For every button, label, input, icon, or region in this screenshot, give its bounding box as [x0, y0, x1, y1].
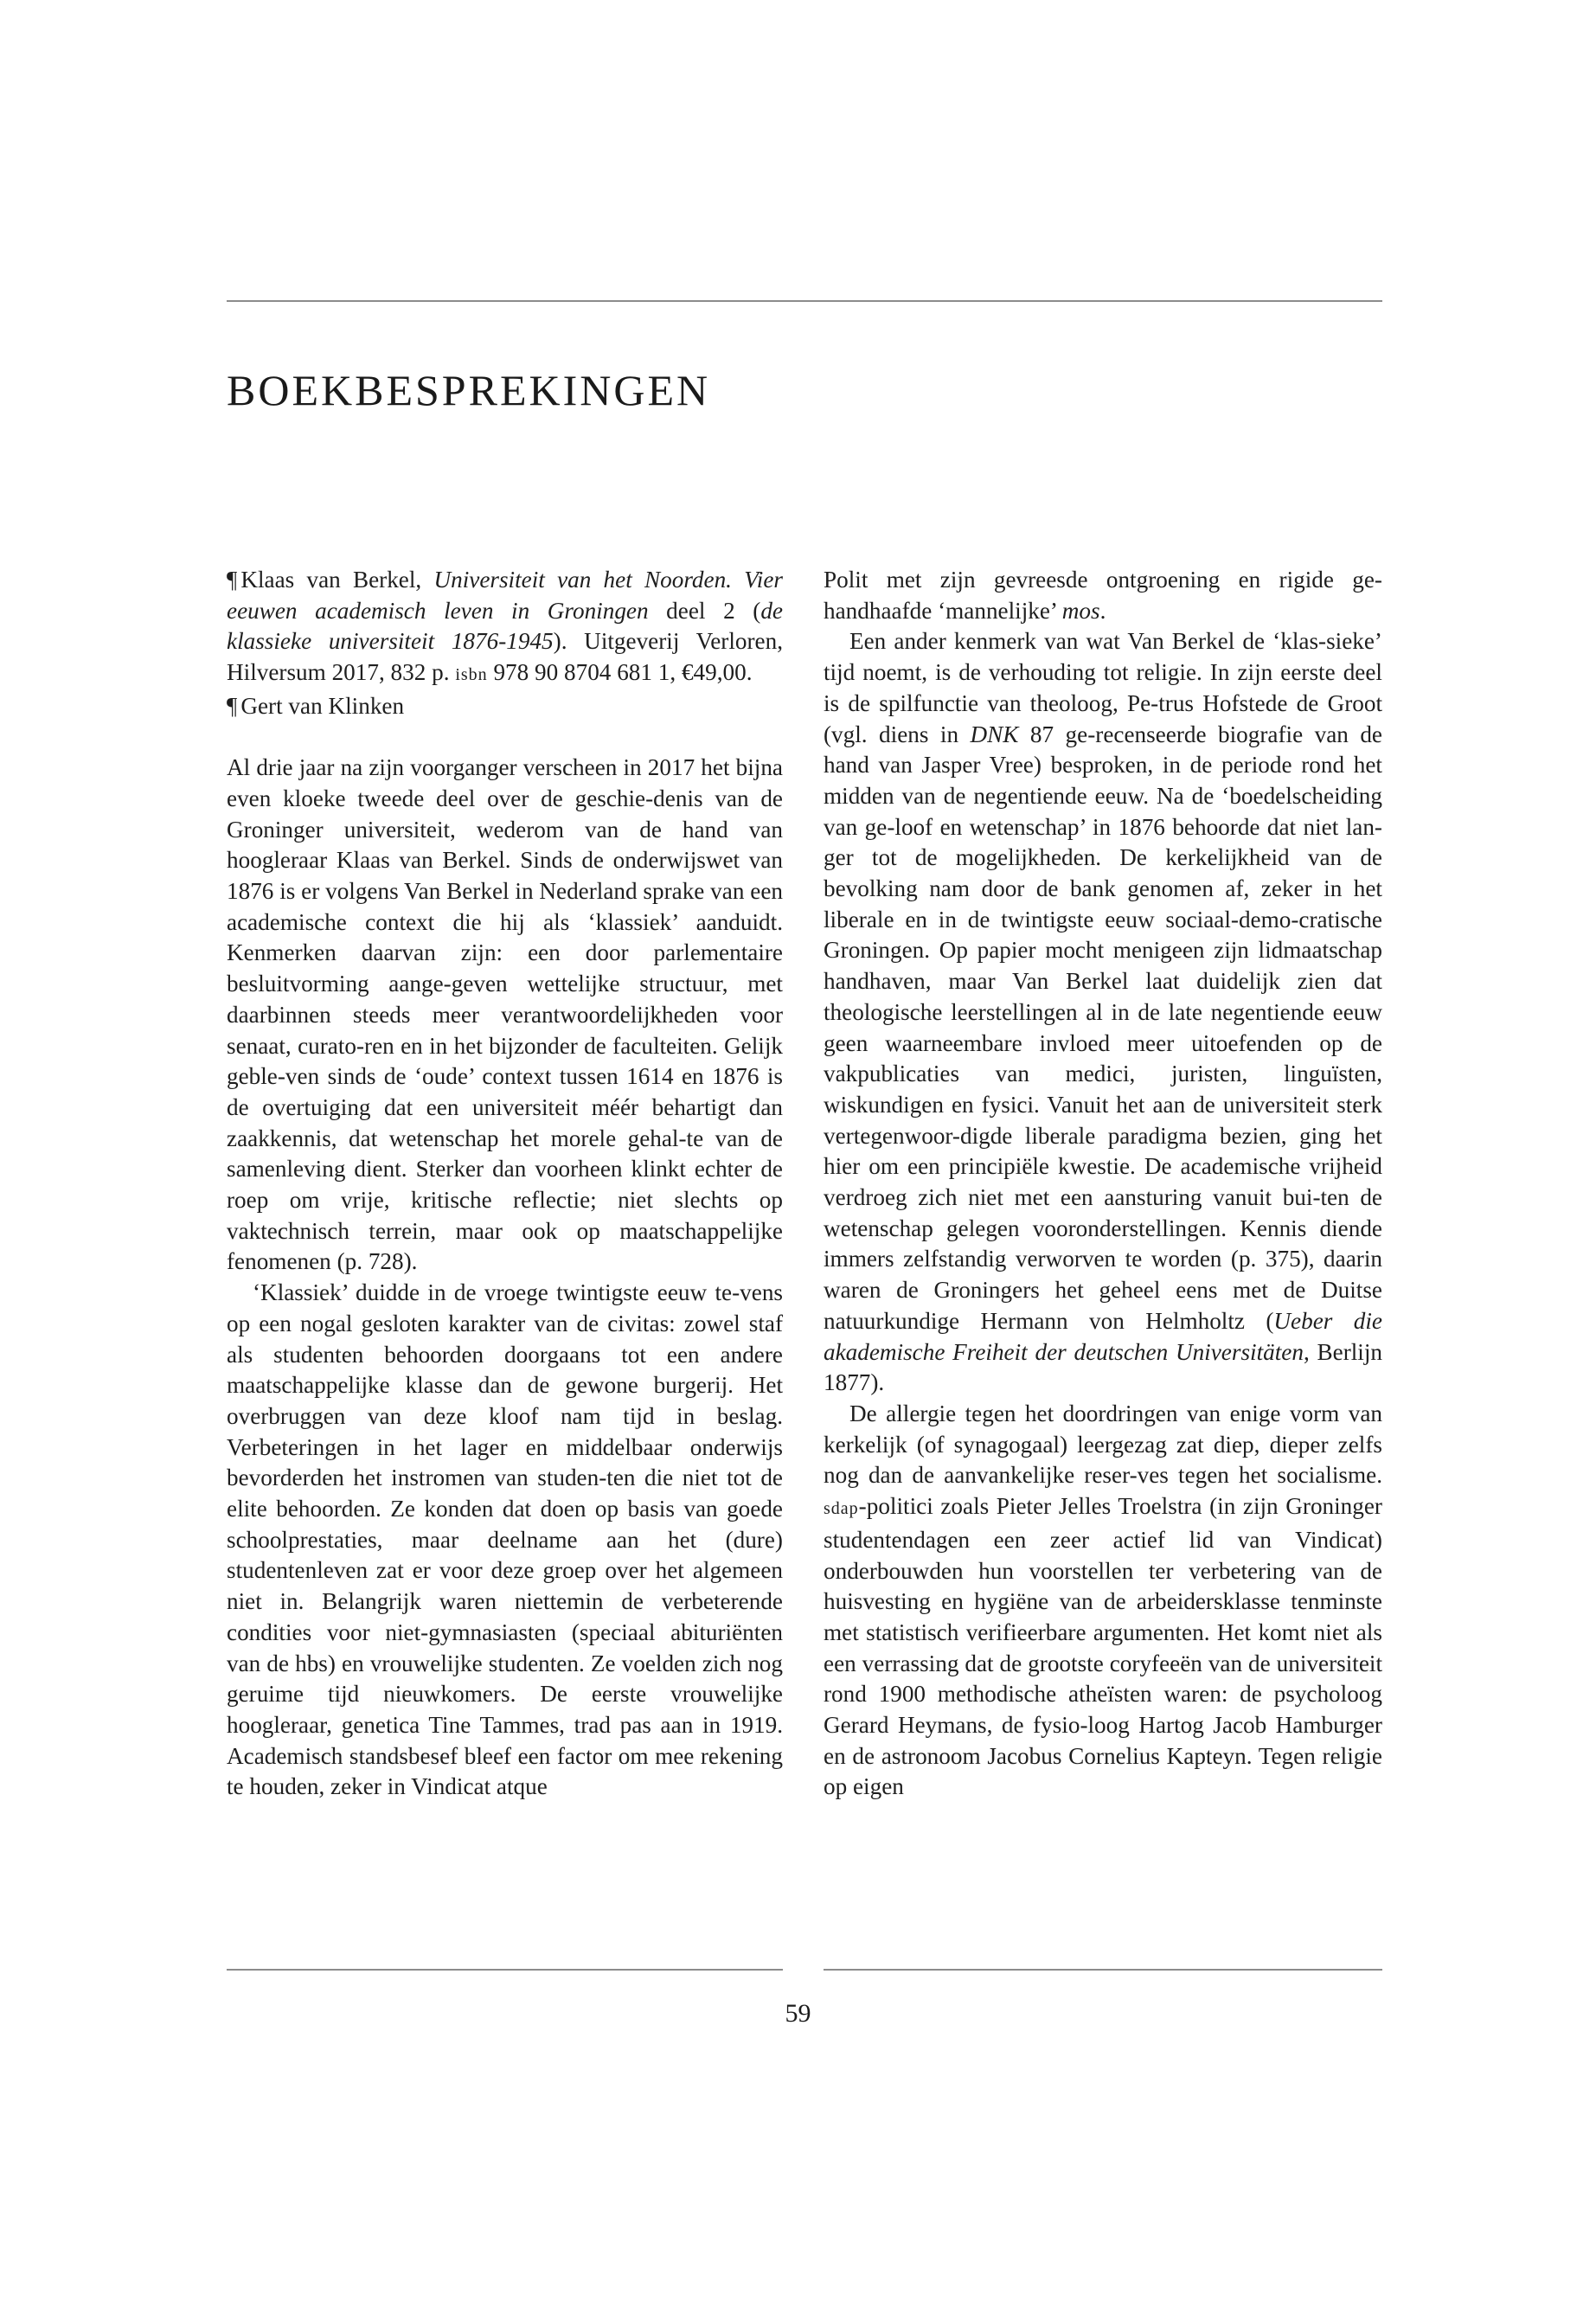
pilcrow-icon: ¶	[227, 567, 238, 593]
body-italic-dnk: DNK	[970, 721, 1019, 747]
body-text: .	[1099, 597, 1106, 624]
body-italic-helmholtz-title: Ueber die akademische Freiheit der deutschen Universitäten	[824, 1307, 1382, 1365]
body-smallcaps-sdap: sdap	[824, 1499, 859, 1519]
body-paragraph-2-end	[824, 565, 1382, 626]
review-isbn-value: 978 90 8704 681 1, €49,00.	[487, 659, 753, 686]
body-text: -politici zoals Pieter Jelles Troelstra (in zijn Groninger studentendagen een zeer actief lid van Vindicat) onderbouwden hun voorstellen ter verbetering van de huisvesting en hygiëne van de arbeidersklasse tenminste met statistisch verifieerbare argumenten. Het komt niet als een verrassing dat de grootste coryfeeën van de universiteit rond 1900 methodische atheïsten waren: de psycholoog Gerard Heymans, de fysio-loog Hartog Jacob Hamburger en de astronoom Jacobus Cornelius Kapteyn. Tegen religie op eigen	[824, 1493, 1382, 1800]
review-citation	[227, 565, 783, 691]
body-text: 87 ge-recenseerde biografie van de hand van Jasper Vree) besproken, in de periode rond het midden van de negentiende eeuw. Na de ‘boedelscheiding van ge-loof en wetenschap’ in 1876 behoorde dat niet lan-ger tot de mogelijkheden. De kerkelijkheid van de bevolking nam door de bank genomen af, zeker in het liberale en in de twintigste eeuw sociaal-demo-cratische Groningen. Op papier mocht menigeen zijn lidmaatschap handhaven, maar Van Berkel laat duidelijk zien dat theologische leerstellingen al in de late negentiende eeuw geen waarneembare invloed meer uitoefenden op de vakpublicaties van medici, juristen, linguïsten, wiskundigen en fysici. Vanuit het aan de universiteit sterk vertegenwoor-digde liberale paradigma bezien, ging het hier om een principiële kwestie. De academische vrijheid verdroeg zich niet met een aansturing vanuit bui-ten de wetenschap gelegen vooronderstellingen. Kennis diende immers zelfstandig verworven te worden (p. 375), daarin waren de Groningers het geheel eens met de Duitse natuurkundige Hermann von Helmholtz (	[824, 721, 1382, 1334]
body-paragraph-3	[824, 626, 1382, 1399]
review-publisher: ). Uitgeverij Verloren, Hilversum 2017, 832 p.	[227, 628, 783, 686]
review-author: Klaas van Berkel,	[240, 567, 434, 593]
page-number: 59	[785, 1999, 811, 2028]
footer-rule-right	[824, 1969, 1382, 1971]
body-paragraph-4	[824, 1399, 1382, 1803]
body-text: Polit met zijn gevreesde ontgroening en rigide ge-handhaafde ‘mannelijke’	[824, 567, 1382, 624]
review-reviewer-line	[227, 691, 783, 722]
review-part-label: deel 2 (	[648, 597, 761, 624]
footer-rule-left	[227, 1969, 783, 1971]
body-text: Een ander kenmerk van wat Van Berkel de ‘klas-sieke’ tijd noemt, is de verhouding tot religie. In zijn eerste deel is de spilfunctie van theoloog, Pe-trus Hofstede de Groot (vgl. diens in	[824, 628, 1382, 747]
body-paragraph-2-start: ‘Klassiek’ duidde in de vroege twintigste eeuw te-vens op een nogal gesloten karakter van de civitas: zowel staf als studenten behoorden doorgaans tot een andere maatschappelijke klasse dan de gewone burgerij. Het overbruggen van deze kloof nam tijd in beslag. Verbeteringen in het lager en middelbaar onderwijs bevorderden het instromen van studen-ten die niet tot de elite behoorden. Ze konden dat doen op basis van goede schoolprestaties, maar deelname aan het (dure) studentenleven zat er voor deze groep over het algemeen niet in. Belangrijk waren niettemin de verbeterende condities voor niet-gymnasiasten (speciaal abituriënten van de hbs) en vrouwelijke studenten. Ze voelden zich nog geruime tijd nieuwkomers. De eerste vrouwelijke hoogleraar, genetica Tine Tammes, trad pas aan in 1919. Academisch standsbesef bleef een factor om mee rekening te houden, zeker in Vindicat atque	[227, 1279, 783, 1800]
section-title: BOEKBESPREKINGEN	[227, 366, 711, 414]
body-paragraph-1: Al drie jaar na zijn voorganger verscheen in 2017 het bijna even kloeke tweede deel over de geschie-denis van de Groninger universiteit, wederom van de hand van hoogleraar Klaas van Berkel. Sinds de onderwijswet van 1876 is er volgens Van Berkel in Nederland sprake van een academische context die hij als ‘klassiek’ aanduidt. Kenmerken daarvan zijn: een door parlementaire besluitvorming aange-geven wettelijke structuur, met daarbinnen steeds meer verantwoordelijkheden voor senaat, curato-ren en in het bijzonder de faculteiten. Gelijk geble-ven sinds de ‘oude’ context tussen 1614 en 1876 is de overtuiging dat een universiteit méér behartigt dan zaakkennis, dat wetenschap het morele gehal-te van de samenleving dient. Sterker dan voorheen klinkt echter de roep om vrije, kritische reflectie; niet slechts op vaktechnisch terrein, maar ook op maatschappelijke fenomenen (p. 728).	[227, 754, 783, 1275]
review-part-title: de klassieke universiteit 1876-1945	[227, 597, 783, 655]
body-text: , Berlijn 1877).	[824, 1338, 1382, 1396]
top-rule	[227, 300, 1382, 302]
body-text: De allergie tegen het doordringen van enige vorm van kerkelijk (of synagogaal) leergezag zat diep, dieper zelfs nog dan de aanvankelijke reser-ves tegen het socialisme.	[824, 1400, 1382, 1489]
right-column	[824, 565, 1382, 1803]
pilcrow-icon: ¶	[227, 692, 238, 719]
review-reviewer: Gert van Klinken	[240, 692, 405, 719]
left-column	[227, 565, 783, 1803]
review-book-title: Universiteit van het Noorden. Vier eeuwen academisch leven in Groningen	[227, 567, 783, 624]
body-italic-mos: mos	[1061, 597, 1100, 624]
review-isbn-label: isbn	[455, 665, 488, 685]
